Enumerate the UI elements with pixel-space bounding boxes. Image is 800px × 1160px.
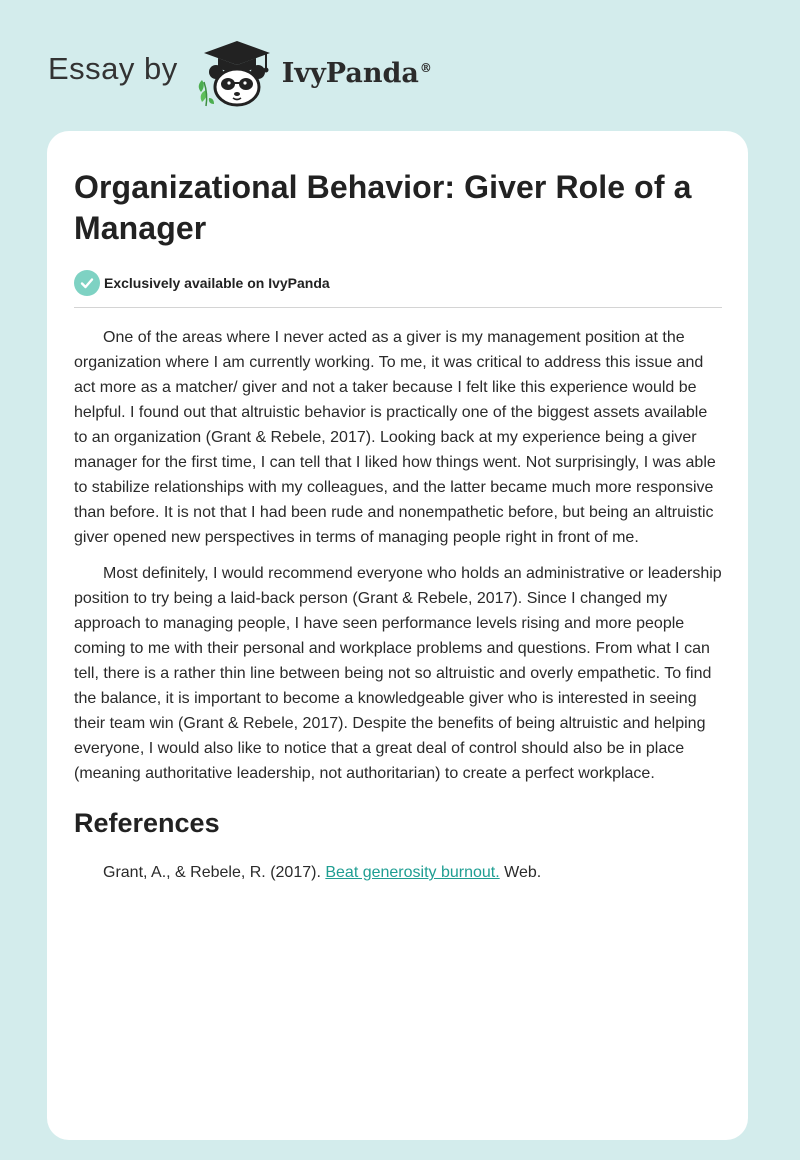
check-icon xyxy=(74,270,100,296)
brand-name[interactable]: IvyPanda® xyxy=(281,57,432,89)
divider xyxy=(74,307,722,308)
essay-card xyxy=(47,131,748,1140)
registered-mark: ® xyxy=(419,60,432,75)
exclusive-badge xyxy=(74,270,722,296)
page-title: Organizational Behavior: Giver Role of a Manager xyxy=(74,169,692,246)
site-header xyxy=(48,36,432,108)
references-heading: References xyxy=(74,808,220,838)
essay-body xyxy=(74,325,722,786)
exclusive-label: Exclusively available on IvyPanda xyxy=(104,275,330,291)
ivypanda-logo-icon[interactable] xyxy=(192,36,278,108)
reference-suffix: Web. xyxy=(504,864,542,881)
paragraph: One of the areas where I never acted as a giver is my management position at the organization where I am currently working. To me, it was critical to address this issue and act more as a matcher/ giver and not a taker because I felt like this experience would be helpful. I found out that altruistic behavior is practically one of the biggest assets available to an organization (Grant & Rebele, 2017). Looking back at my experience being a giver manager for the first time, I can tell that I liked how things went. Not surprisingly, I was able to stabilize relationships with my colleagues, and the latter became much more responsive than before. It is not that I had been rude and nonempathetic before, but being an altruistic giver opened new perspectives in terms of managing people right in front of me. xyxy=(74,329,716,546)
essay-by-label: Essay by xyxy=(48,51,178,86)
reference-link[interactable]: Beat generosity burnout. xyxy=(325,864,500,881)
reference-entry xyxy=(74,861,722,885)
reference-authors: Grant, A., & Rebele, R. (2017). xyxy=(103,864,321,881)
paragraph: Most definitely, I would recommend everyone who holds an administrative or leadership position to try being a laid-back person (Grant & Rebele, 2017). Since I changed my approach to managing people, I have seen performance levels rising and more people coming to me with their personal and workplace problems and questions. From what I can tell, there is a rather thin line between being not so altruistic and overly empathetic. To find the balance, it is important to become a knowledgeable giver who is interested in seeing their team win (Grant & Rebele, 2017). Despite the benefits of being altruistic and helping everyone, I would also like to notice that a great deal of control should also be in place (meaning authoritative leadership, not authoritarian) to create a perfect workplace. xyxy=(74,565,722,782)
